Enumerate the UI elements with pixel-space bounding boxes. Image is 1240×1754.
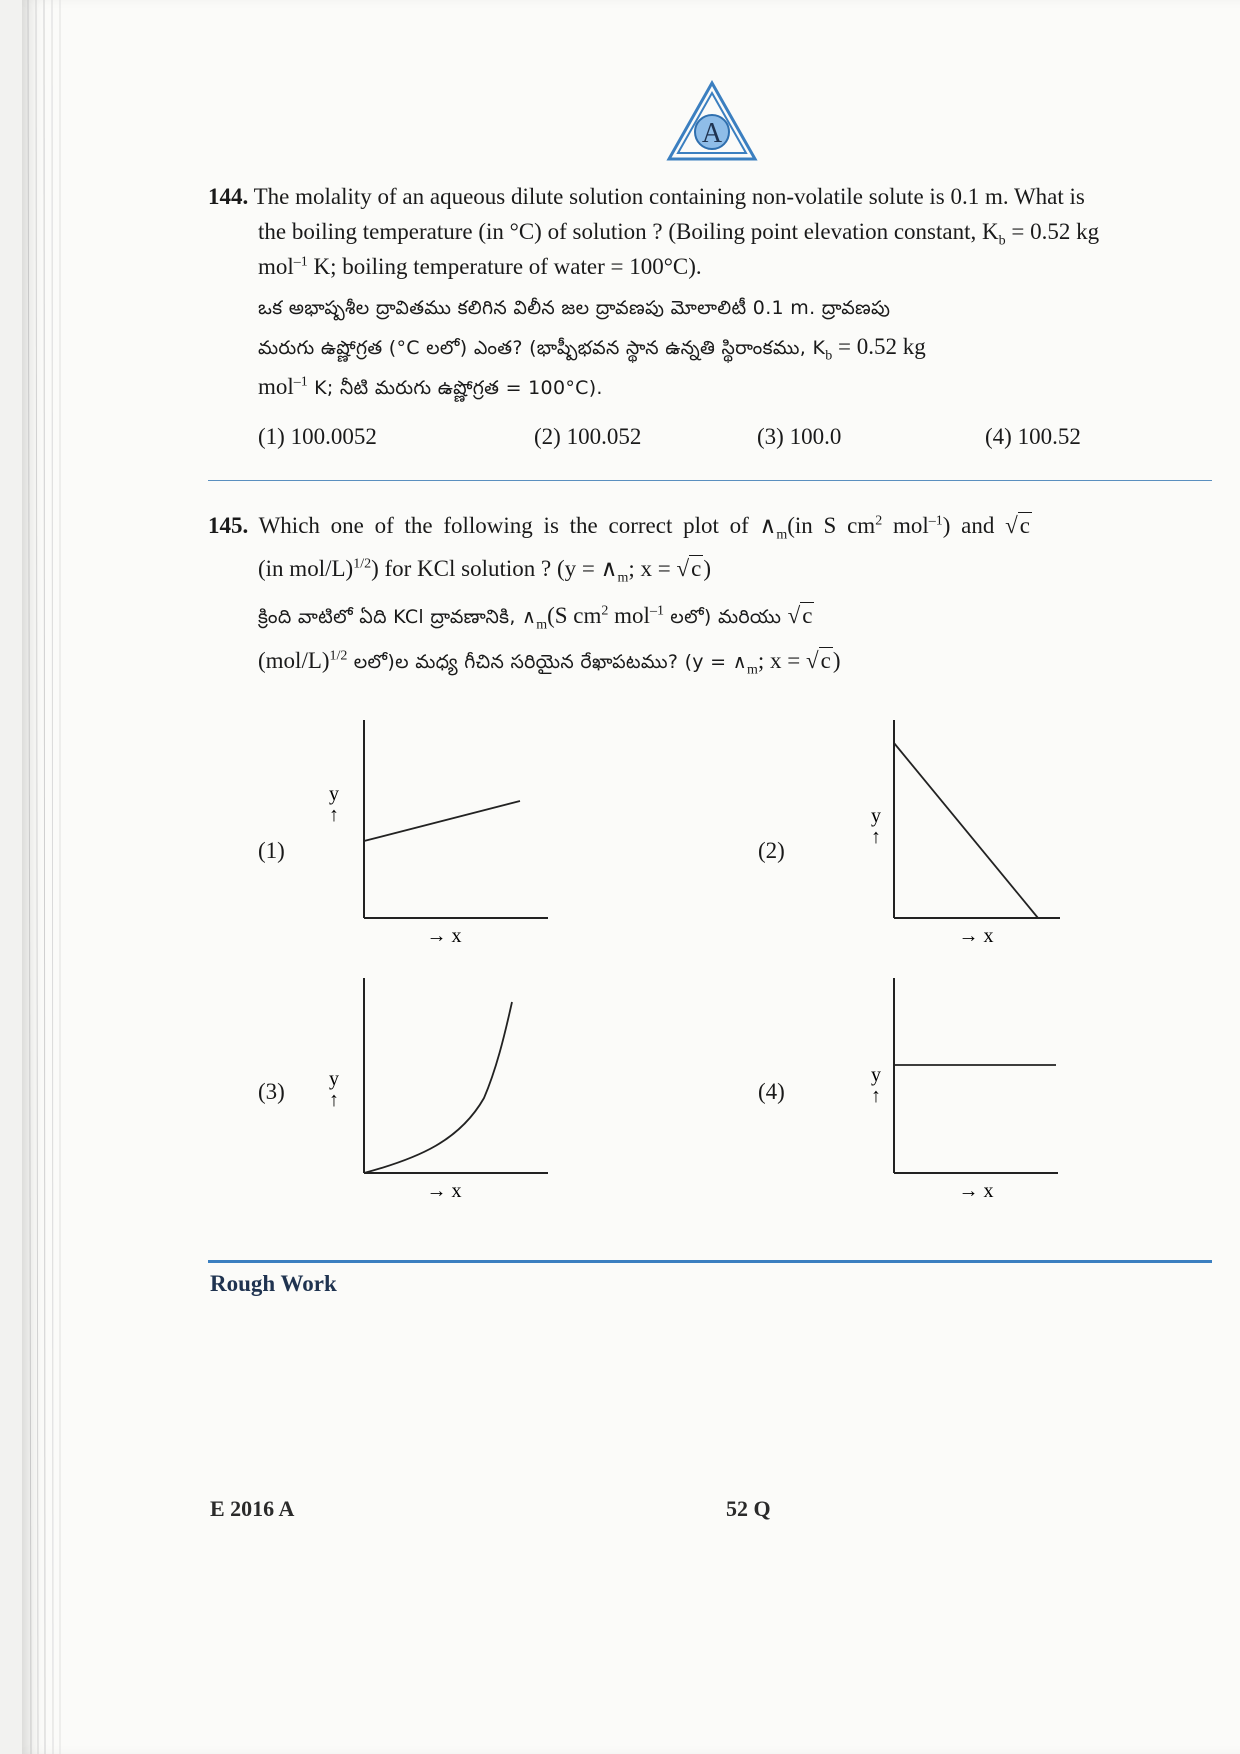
graph-1-curve bbox=[364, 801, 520, 841]
q145-english-line-1: 145. Which one of the following is the correct plot of $\wedge_m(in$ S $cm^2$ mol$^{-1}$) and √c bbox=[208, 513, 1030, 543]
graph-4-y-arrow: ↑ bbox=[871, 1085, 881, 1107]
page-edge-lines bbox=[22, 0, 68, 1754]
graph-1[interactable] bbox=[320, 715, 560, 955]
graph-2-x-label: → x bbox=[958, 925, 994, 947]
question-144 bbox=[208, 179, 1213, 406]
graph-2-y-label: y bbox=[871, 805, 881, 827]
q144-telugu-line-3: mol$^{-1}$ K; నీటి మరుగు ఉష్ణోగ్రత = 100°C). bbox=[258, 374, 603, 399]
q144-telugu-line-1: ఒక అభాష్పశీల ద్రావితము కలిగిన విలీన జల ద్రావణపు మోలాలిటీ 0.1 m. ద్రావణపు bbox=[258, 297, 891, 319]
q144-english-line-2: the boiling temperature (in °C) of solution ? (Boiling point elevation constant, $K_b = 0.52$ kg bbox=[258, 219, 1100, 249]
graph-3-x-label: → x bbox=[426, 1180, 462, 1202]
graph-1-x-label: → x bbox=[426, 925, 462, 947]
graph-1-y-arrow: ↑ bbox=[329, 804, 339, 826]
graph-4-y-label: y bbox=[871, 1064, 881, 1086]
q144-telugu-line-2: మరుగు ఉష్ణోగ్రత (°C లలో) ఎంత? (భాష్పీభవన స్థాన ఉన్నతి స్థిరాంకము, $K_b = 0.52$ kg bbox=[258, 334, 926, 364]
q144-option-2[interactable]: (2) 100.052 bbox=[534, 424, 642, 449]
q144-english-line-1: 144. The molality of an aqueous dilute solution containing non-volatile solute is 0.1 m. What is bbox=[208, 184, 1085, 209]
q145-option-1-label[interactable]: (1) bbox=[258, 838, 285, 863]
rough-work-divider bbox=[208, 1260, 1212, 1263]
graph-3-y-label: y bbox=[329, 1068, 339, 1090]
footer-paper-code: E 2016 A bbox=[210, 1496, 295, 1521]
q144-option-4[interactable]: (4) 100.52 bbox=[985, 424, 1081, 449]
q145-option-3-label[interactable]: (3) bbox=[258, 1079, 285, 1104]
graph-2-curve bbox=[894, 743, 1038, 918]
q144-option-1[interactable]: (1) 100.0052 bbox=[258, 424, 377, 449]
graph-2-y-arrow: ↑ bbox=[871, 826, 881, 848]
booklet-code-emblem bbox=[666, 80, 758, 162]
q144-english-line-3: mol$^{-1}$ K; boiling temperature of water = 100°C). bbox=[258, 254, 702, 279]
question-divider bbox=[208, 480, 1212, 481]
booklet-code-letter: A bbox=[701, 118, 723, 149]
graph-1-y-label: y bbox=[329, 783, 339, 805]
footer-page-number: 52 Q bbox=[726, 1496, 771, 1521]
q145-telugu-line-2: $(mol/L)^{1/2}$ లలో)ల మధ్య గీచిన సరియైన రేఖాపటము? ($y = \wedge_m$; x = √c) bbox=[258, 648, 841, 678]
graph-2[interactable] bbox=[850, 715, 1090, 955]
q145-telugu-line-1: క్రింది వాటిలో ఏది KCl ద్రావణానికి, $\wedge_m(S$ $cm^2$ mol$^{-1}$ లలో) మరియు √c bbox=[258, 603, 813, 633]
graph-4[interactable] bbox=[850, 970, 1090, 1210]
q144-option-3[interactable]: (3) 100.0 bbox=[757, 424, 842, 449]
graph-3-y-arrow: ↑ bbox=[329, 1089, 339, 1111]
question-145 bbox=[208, 508, 1213, 680]
graph-3-curve bbox=[364, 1002, 512, 1173]
q145-english-line-2: (in mol/L)$^{1/2}$) for KCl solution ? ($y = \wedge_m$; x = √c) bbox=[258, 556, 711, 586]
q145-option-2-label[interactable]: (2) bbox=[758, 838, 785, 863]
graph-3[interactable] bbox=[320, 970, 560, 1210]
q145-option-4-label[interactable]: (4) bbox=[758, 1079, 785, 1104]
rough-work-heading: Rough Work bbox=[210, 1271, 337, 1296]
graph-4-x-label: → x bbox=[958, 1180, 994, 1202]
